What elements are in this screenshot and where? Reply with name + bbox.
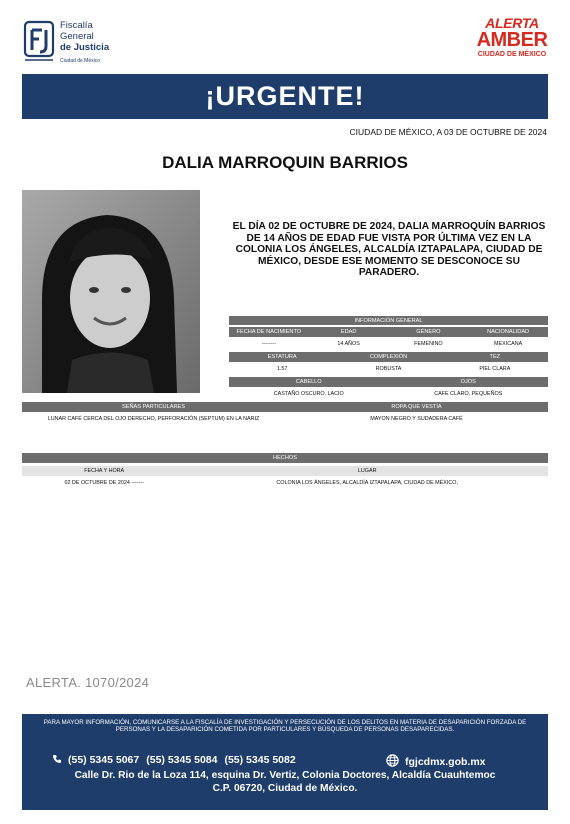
value-place: COLONIA LOS ÁNGELES, ALCALDÍA IZTAPALAPA, CIUDAD DE MÉXICO, xyxy=(276,480,458,486)
value-build: ROBUSTA xyxy=(375,366,402,372)
missing-person-photo xyxy=(22,190,200,393)
value-birthdate: -------- xyxy=(261,341,277,347)
info-row1-headers xyxy=(229,327,548,337)
value-nationality: MEXICANA xyxy=(494,341,523,347)
fgj-logo xyxy=(22,18,122,68)
header-height: ESTATURA xyxy=(267,354,297,360)
value-date-time: 02 DE OCTUBRE DE 2024 ------- xyxy=(64,480,144,486)
phone-1[interactable]: (55) 5345 5067 xyxy=(68,754,140,766)
hechos-headers xyxy=(22,466,548,476)
value-clothing: MAYON NEGRO Y SUDADERA CAFÉ xyxy=(370,416,463,422)
alert-number: ALERTA. 1070/2024 xyxy=(26,675,150,690)
fgj-line1: Fiscalía xyxy=(60,20,93,31)
info-row4-headers xyxy=(22,402,548,412)
value-age: 14 AÑOS xyxy=(337,341,360,347)
value-skin: PIEL CLARA xyxy=(479,366,511,372)
footer-phones xyxy=(52,754,303,766)
address-line2: C.P. 06720, Ciudad de México. xyxy=(212,783,358,794)
phone-3[interactable]: (55) 5345 5082 xyxy=(224,754,296,766)
amber-line2: AMBER xyxy=(476,29,548,51)
header-hair: CABELLO xyxy=(295,379,322,385)
info-row3-headers xyxy=(229,377,548,387)
value-hair: CASTAÑO OSCURO, LACIO xyxy=(273,391,344,397)
footer-address xyxy=(22,769,548,795)
info-general-title: INFORMACIÓN GENERAL xyxy=(229,316,548,325)
header-clothing: ROPA QUE VESTÍA xyxy=(391,404,442,410)
footer-info-text: PARA MAYOR INFORMACIÓN, COMUNICARSE A LA FISCALÍA DE INVESTIGACIÓN Y PERSECUCIÓN DE LOS DELITOS EN MATERIA DE DESAPARICIÓN FORZADA DE PERSONAS Y LA DESAPARICIÓN COMETIDA POR PARTICULARES Y BÚSQUEDA DE PERSONAS DESAPARECIDAS. xyxy=(43,719,527,734)
info-row2-values xyxy=(229,364,548,374)
contact-footer xyxy=(22,714,548,810)
header-birthdate: FECHA DE NACIMIENTO xyxy=(236,329,302,335)
fgj-line3: de Justicia xyxy=(60,42,110,53)
phone-icon xyxy=(52,754,62,764)
case-description: EL DÍA 02 DE OCTUBRE DE 2024, DALIA MARROQUÍN BARRIOS DE 14 AÑOS DE EDAD FUE VISTA POR ÚLTIMA VEZ EN LA COLONIA LOS ÁNGELES, ALCALDÍA IZTAPALAPA, CIUDAD DE MÉXICO, DESDE ESE MOMENTO SE DESCONOCE SU PARADERO. xyxy=(232,221,546,279)
urgent-banner: ¡URGENTE! xyxy=(22,74,548,119)
hechos-values xyxy=(22,478,548,488)
amber-line3: CIUDAD DE MÉXICO xyxy=(477,51,547,58)
header-eyes: OJOS xyxy=(460,379,476,385)
fgj-subtitle: Ciudad de México xyxy=(60,58,101,64)
value-gender: FEMENINO xyxy=(414,341,443,347)
header-skin: TEZ xyxy=(489,354,501,360)
value-eyes: CAFE CLARO, PEQUEÑOS xyxy=(434,391,503,397)
header-gender: GÉNERO xyxy=(416,329,441,335)
amber-line1: ALERTA xyxy=(485,15,539,31)
hechos-title: HECHOS xyxy=(22,453,548,463)
fgj-name xyxy=(60,20,109,53)
header-marks: SEÑAS PARTICULARES xyxy=(122,404,185,410)
portrait-image xyxy=(22,190,200,393)
header-build: COMPLEXIÓN xyxy=(369,354,408,360)
fgj-emblem-icon xyxy=(22,18,56,66)
info-row2-headers xyxy=(229,352,548,362)
info-row3-values xyxy=(229,389,548,399)
info-row4-values xyxy=(22,414,548,424)
footer-website[interactable] xyxy=(386,754,486,768)
phone-2[interactable]: (55) 5345 5084 xyxy=(146,754,218,766)
info-row1-values xyxy=(229,339,548,349)
globe-icon xyxy=(386,754,399,767)
date-line: CIUDAD DE MÉXICO, A 03 DE OCTUBRE DE 2024 xyxy=(349,127,547,137)
value-height: 1.57 xyxy=(276,366,288,372)
person-name: DALIA MARROQUIN BARRIOS xyxy=(162,153,408,172)
header-date-time: FECHA Y HORA xyxy=(84,468,125,474)
website-link[interactable]: fgjcdmx.gob.mx xyxy=(405,756,486,768)
header-nationality: NACIONALIDAD xyxy=(487,329,530,335)
fgj-line2: General xyxy=(60,31,94,42)
value-marks: LUNAR CAFÉ CERCA DEL OJO DERECHO, PERFORACIÓN (SEPTUM) EN LA NARIZ xyxy=(47,416,260,422)
address-line1: Calle Dr. Rio de la Loza 114, esquina Dr. Vertiz, Colonia Doctores, Alcaldía Cuauhtemoc xyxy=(74,770,496,781)
header-age: EDAD xyxy=(340,329,357,335)
header-place: LUGAR xyxy=(357,468,377,474)
alerta-amber-logo xyxy=(472,16,552,68)
